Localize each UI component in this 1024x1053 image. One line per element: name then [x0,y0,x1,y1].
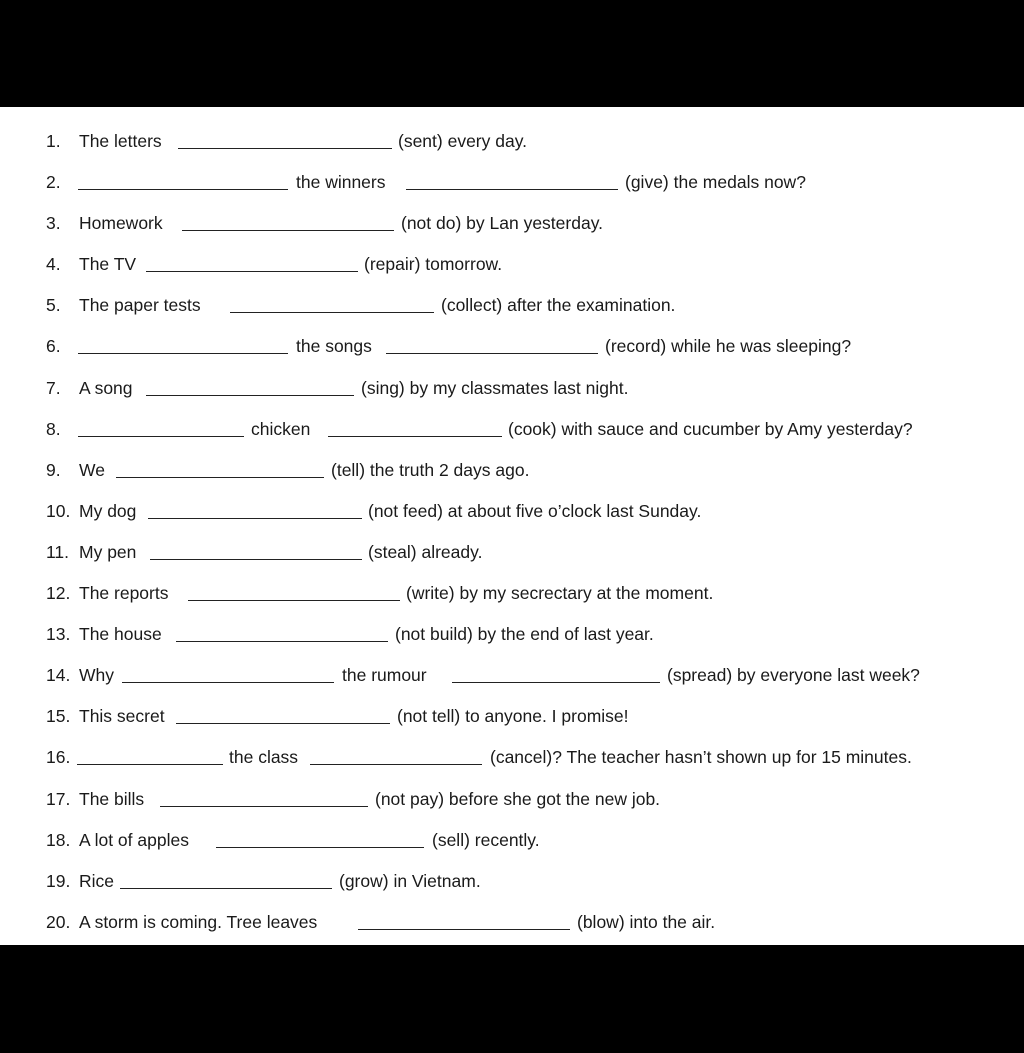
sentence-text: (collect) after the examination. [441,295,676,316]
sentence-text: (sing) by my classmates last night. [361,377,629,398]
sentence-text: (record) while he was sleeping? [605,336,852,357]
item-number: 9. [46,459,61,480]
sentence-text: Why [79,665,114,686]
answer-blank[interactable] [182,230,394,231]
answer-blank[interactable] [146,271,358,272]
sentence-text: The letters [79,131,162,151]
sentence-text: (grow) in Vietnam. [339,870,481,891]
answer-blank[interactable] [146,395,354,396]
sentence-text: the winners [296,172,386,193]
sentence-text: A song [79,377,133,398]
item-number: 11. [46,541,70,562]
answer-blank[interactable] [386,353,598,354]
sentence-text: the rumour [342,665,427,686]
item-number: 17. [46,788,71,809]
sentence-text: The paper tests [79,295,201,316]
sentence-text: Rice [79,870,115,891]
answer-blank[interactable] [452,682,660,683]
sentence-text: (give) the medals now? [625,172,806,193]
sentence-text: The bills [79,788,145,809]
sentence-text: (not do) by Lan yesterday. [401,213,604,234]
sentence-text: (tell) the truth 2 days ago. [331,459,530,480]
item-number: 15. [46,706,71,727]
item-number: 1. [46,131,61,151]
answer-blank[interactable] [120,888,332,889]
item-number: 18. [46,829,71,850]
answer-blank[interactable] [78,353,288,354]
answer-blank[interactable] [328,436,502,437]
sentence-text: The house [79,624,162,645]
item-number: 16. [46,747,71,768]
item-number: 20. [46,911,71,932]
worksheet-page [0,107,1024,945]
sentence-text: (spread) by everyone last week? [667,665,920,686]
sentence-text: (sent) every day. [398,131,528,151]
item-number: 12. [46,583,71,604]
answer-blank[interactable] [216,847,424,848]
sentence-text: the class [229,747,299,768]
sentence-text: (steal) already. [368,541,483,562]
item-number: 19. [46,870,71,891]
item-number: 4. [46,254,61,275]
sentence-text: (not build) by the end of last year. [395,624,654,645]
item-number: 3. [46,213,61,234]
sentence-text: A lot of apples [79,829,189,850]
sentence-text: The reports [79,583,169,604]
answer-blank[interactable] [160,806,368,807]
answer-blank[interactable] [178,148,392,149]
sentence-text: We [79,459,105,480]
item-number: 5. [46,295,61,316]
sentence-text: (blow) into the air. [577,911,716,932]
sentence-text: the songs [296,336,372,357]
sentence-text: (not feed) at about five o’clock last Sunday. [368,500,702,521]
sentence-text: My pen [79,541,137,562]
sentence-text: (not pay) before she got the new job. [375,788,661,809]
answer-blank[interactable] [310,764,482,765]
item-number: 8. [46,418,61,439]
sentence-text: (repair) tomorrow. [364,254,503,275]
item-number: 14. [46,665,71,686]
sentence-text: (cook) with sauce and cucumber by Amy yesterday? [508,418,913,439]
item-number: 2. [46,172,61,193]
answer-blank[interactable] [77,764,223,765]
answer-blank[interactable] [230,312,434,313]
sentence-text: A storm is coming. Tree leaves [79,911,318,932]
sentence-text: (not tell) to anyone. I promise! [397,706,629,727]
sentence-text: The TV [79,254,137,275]
sentence-text: (write) by my secrectary at the moment. [406,583,714,604]
answer-blank[interactable] [176,723,390,724]
item-number: 6. [46,336,61,357]
sentence-text: This secret [79,706,165,727]
answer-blank[interactable] [78,189,288,190]
item-number: 7. [46,377,61,398]
answer-blank[interactable] [150,559,362,560]
answer-blank[interactable] [188,600,400,601]
answer-blank[interactable] [406,189,618,190]
answer-blank[interactable] [116,477,324,478]
sentence-text: chicken [251,418,311,439]
item-number: 13. [46,624,71,645]
answer-blank[interactable] [122,682,334,683]
answer-blank[interactable] [358,929,570,930]
answer-blank[interactable] [176,641,388,642]
sentence-text: My dog [79,500,137,521]
sentence-text: (sell) recently. [432,829,540,850]
answer-blank[interactable] [148,518,362,519]
answer-blank[interactable] [78,436,244,437]
sentence-text: (cancel)? The teacher hasn’t shown up for 15 minutes. [490,747,912,768]
item-number: 10. [46,500,71,521]
sentence-text: Homework [79,213,163,234]
